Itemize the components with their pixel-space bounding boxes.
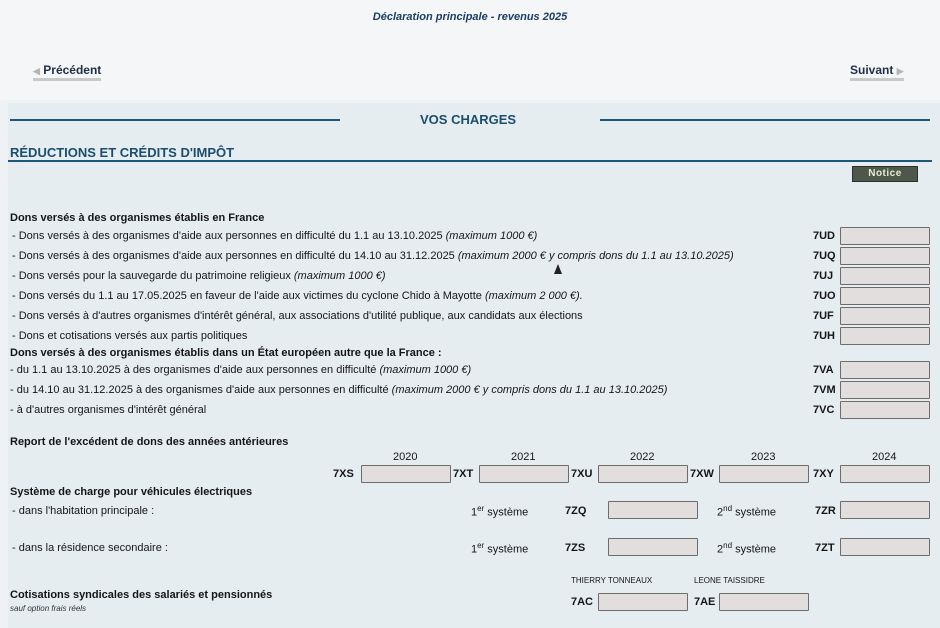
year-2023: 2023 [751, 451, 776, 463]
input-7xt[interactable] [479, 465, 569, 483]
declaration-title: Déclaration principale - revenus 2025 [372, 11, 568, 23]
habitation-principale-label: - dans l'habitation principale : [12, 505, 155, 517]
row-7uq-label: - Dons versés à des organismes d'aide aux personnes en difficulté du 14.10 au 31.12.2025 (maximum 2000 € y compris dons du 1.1 au 13.10.2025) [12, 250, 734, 262]
previous-label: Précédent [43, 63, 102, 77]
code-7ae: 7AE [694, 596, 716, 608]
next-label: Suivant [850, 63, 894, 77]
code-7ud: 7UD [813, 230, 836, 242]
code-7xt: 7XT [453, 468, 474, 480]
input-7zr[interactable] [840, 501, 930, 519]
input-7uh[interactable] [840, 327, 930, 345]
declarant-2-name: LEONE TAISSIDRE [694, 576, 765, 585]
dons-europe-heading: Dons versés à des organismes établis dans un État européen autre que la France : [10, 347, 442, 359]
vehicules-heading: Système de charge pour véhicules électriques [10, 486, 253, 498]
row-7uh-label: - Dons et cotisations versés aux partis politiques [12, 330, 248, 342]
input-7xw[interactable] [719, 465, 809, 483]
input-7ae[interactable] [719, 593, 809, 611]
code-7uq: 7UQ [813, 250, 836, 262]
input-7uf[interactable] [840, 307, 930, 325]
input-7xu[interactable] [598, 465, 688, 483]
row-7va-label: - du 1.1 au 13.10.2025 à des organismes d'aide aux personnes en difficulté (maximum 1000 €) [10, 364, 472, 376]
year-2020: 2020 [393, 451, 418, 463]
first-system-label-1: 1er système [471, 504, 529, 519]
residence-secondaire-label: - dans la résidence secondaire : [12, 542, 168, 554]
code-7xs: 7XS [333, 468, 354, 480]
code-7uo: 7UO [813, 290, 836, 302]
input-7va[interactable] [840, 361, 930, 379]
code-7zs: 7ZS [565, 542, 586, 554]
year-2024: 2024 [872, 451, 897, 463]
row-7uo-label: - Dons versés du 1.1 au 17.05.2025 en faveur de l'aide aux victimes du cyclone Chido à Mayotte (maximum 2 000 €). [12, 290, 583, 302]
dons-france-heading: Dons versés à des organismes établis en France [10, 212, 265, 224]
top-bar [0, 0, 940, 100]
code-7va: 7VA [813, 364, 834, 376]
input-7ac[interactable] [598, 593, 688, 611]
input-7xs[interactable] [361, 465, 451, 483]
first-system-label-2: 1er système [471, 541, 529, 556]
code-7vc: 7VC [813, 404, 835, 416]
second-system-label-2: 2nd système [717, 541, 777, 556]
second-system-label-1: 2nd système [717, 504, 777, 519]
code-7zq: 7ZQ [565, 505, 587, 517]
code-7xy: 7XY [813, 468, 834, 480]
row-7vm-label: - du 14.10 au 31.12.2025 à des organismes d'aide aux personnes en difficulté (maximum 2000 € y compris dons du 1.1 au 13.10.2025) [10, 384, 668, 396]
code-7zt: 7ZT [815, 542, 835, 554]
input-7xy[interactable] [840, 465, 930, 483]
page-title: VOS CHARGES [420, 112, 517, 127]
input-7uo[interactable] [840, 287, 930, 305]
section-title: RÉDUCTIONS ET CRÉDITS D'IMPÔT [10, 145, 235, 160]
row-7uf-label: - Dons versés à d'autres organismes d'intérêt général, aux associations d'utilité publique, aux candidats aux élections [12, 310, 583, 322]
input-7ud[interactable] [840, 227, 930, 245]
notice-button[interactable]: Notice [852, 166, 918, 182]
input-7vc[interactable] [840, 401, 930, 419]
code-7uf: 7UF [813, 310, 834, 322]
input-7zt[interactable] [840, 538, 930, 556]
row-7ud-label: - Dons versés à des organismes d'aide aux personnes en difficulté du 1.1 au 13.10.2025 (maximum 1000 €) [12, 230, 538, 242]
code-7zr: 7ZR [815, 505, 836, 517]
title-divider-right [600, 119, 930, 121]
input-7zs[interactable] [608, 538, 698, 556]
code-7xu: 7XU [571, 468, 593, 480]
row-7uj-label: - Dons versés pour la sauvegarde du patrimoine religieux (maximum 1000 €) [12, 270, 386, 282]
input-7uq[interactable] [840, 247, 930, 265]
report-heading: Report de l'excédent de dons des années antérieures [10, 436, 289, 448]
input-7uj[interactable] [840, 267, 930, 285]
arrow-left-icon: ◀ [33, 66, 40, 76]
code-7ac: 7AC [571, 596, 594, 608]
input-7vm[interactable] [840, 381, 930, 399]
row-7vc-label: - à d'autres organismes d'intérêt général [10, 404, 207, 416]
declarant-1-name: THIERRY TONNEAUX [571, 576, 653, 585]
section-divider [8, 160, 932, 162]
cotisations-subnote: sauf option frais réels [10, 604, 87, 613]
input-7zq[interactable] [608, 501, 698, 519]
arrow-right-icon: ▶ [896, 66, 904, 76]
cotisations-heading: Cotisations syndicales des salariés et pensionnés [10, 589, 273, 601]
code-7vm: 7VM [813, 384, 836, 396]
code-7uj: 7UJ [813, 270, 834, 282]
code-7xw: 7XW [690, 468, 714, 480]
year-2022: 2022 [630, 451, 655, 463]
year-2021: 2021 [511, 451, 536, 463]
next-button[interactable] [850, 63, 904, 81]
code-7uh: 7UH [813, 330, 836, 342]
previous-button[interactable] [33, 63, 101, 81]
mouse-pointer-icon [554, 264, 562, 274]
title-divider-left [10, 119, 340, 121]
